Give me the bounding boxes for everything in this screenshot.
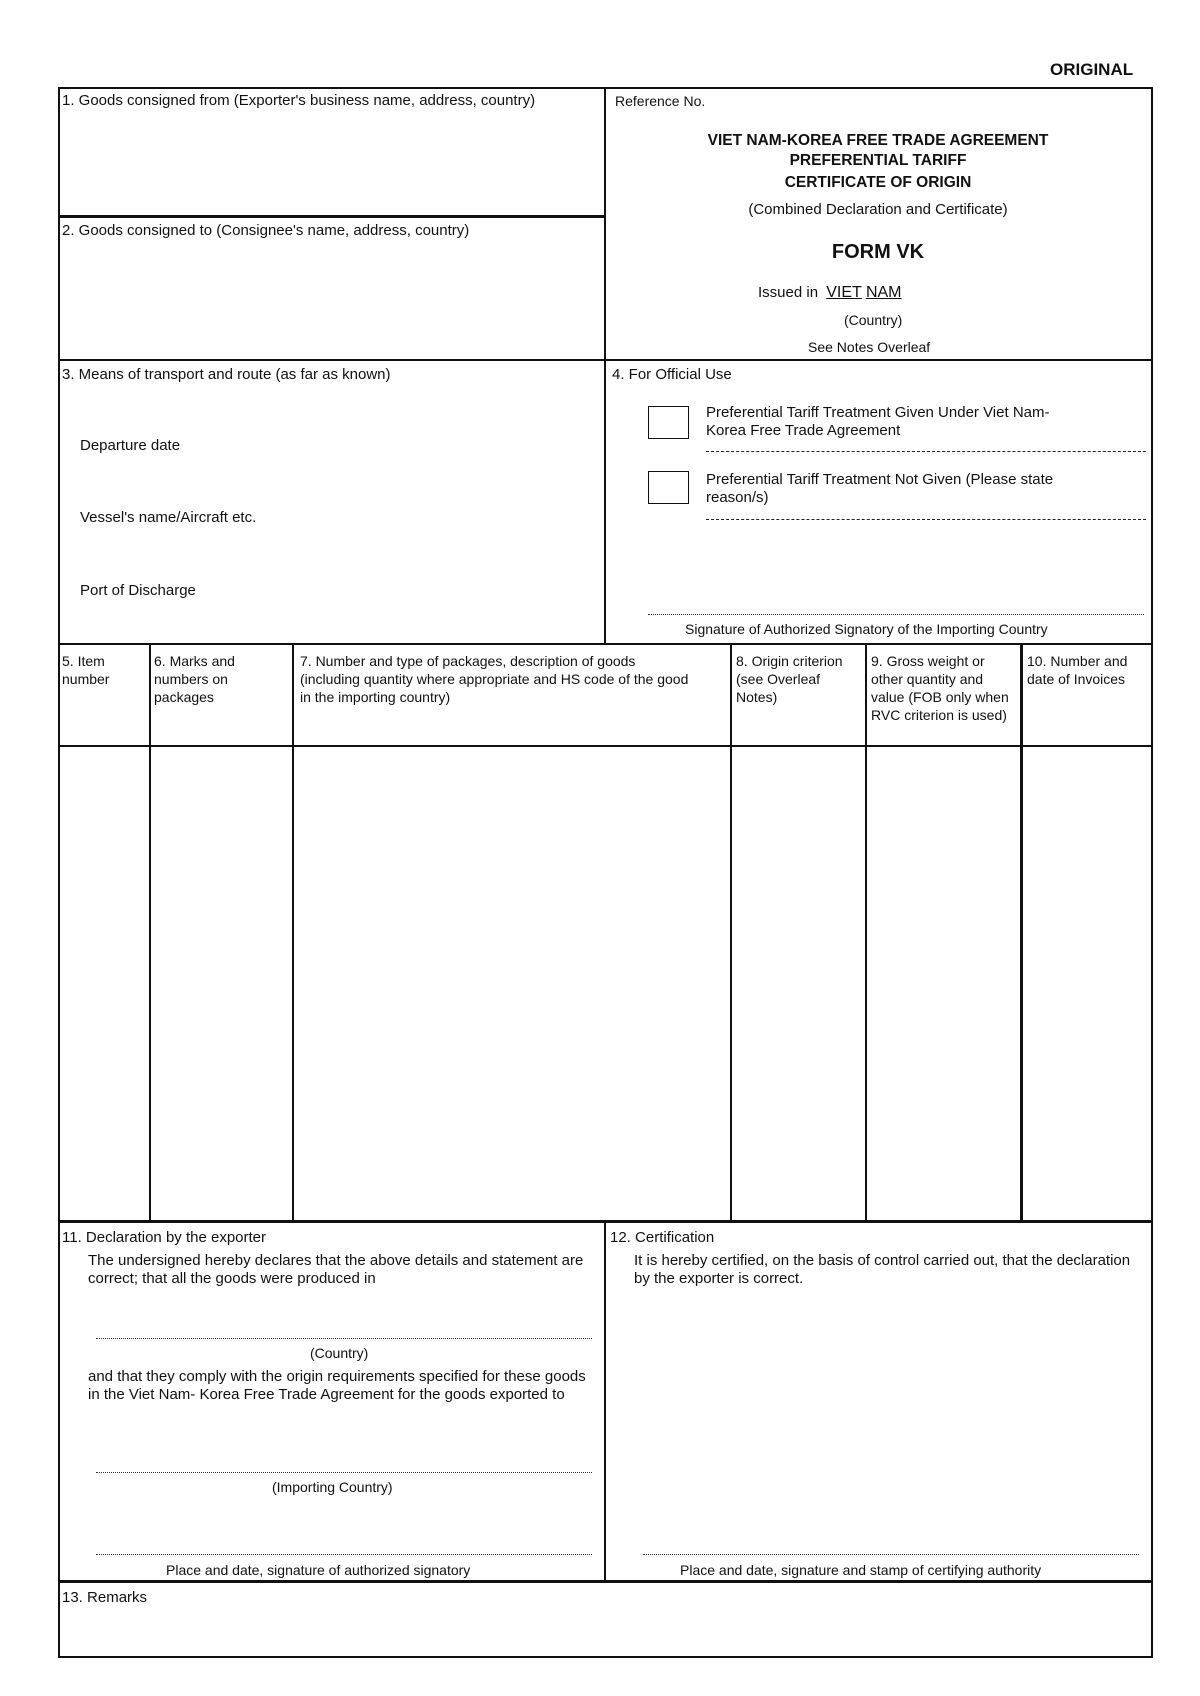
reference-number-field[interactable] (730, 92, 1140, 110)
exporter-field[interactable] (62, 130, 597, 210)
box2-label: 2. Goods consigned to (Consignee's name, address, country) (62, 222, 470, 239)
vessel-label: Vessel's name/Aircraft etc. (80, 509, 257, 526)
tariff-given-checkbox[interactable] (648, 406, 689, 439)
item-number-cell[interactable] (60, 747, 148, 1219)
origin-criterion-cell[interactable] (732, 747, 864, 1219)
consignee-field[interactable] (62, 245, 597, 353)
exporter-signature-caption: Place and date, signature of authorized signatory (166, 1562, 471, 1578)
tariff-not-given-label: Preferential Tariff Treatment Not Given (Please state reason/s) (706, 471, 1054, 506)
box12-label: 12. Certification (610, 1229, 715, 1246)
production-country-caption: (Country) (310, 1345, 369, 1361)
col-marks-numbers: 6. Marks and numbers on packages (154, 653, 235, 705)
title-line-3: CERTIFICATE OF ORIGIN (784, 174, 972, 191)
declaration-text-1: The undersigned hereby declares that the above details and statement are correct; that all the goods were produced in (88, 1252, 584, 1287)
declaration-text-2: and that they comply with the origin requirements specified for these goods in the Viet Nam- Korea Free Trade Agreement for the goods exported to (88, 1368, 586, 1403)
col-description: 7. Number and type of packages, description of goods (including quantity where appropriate and HS code of the good in the importing country) (300, 653, 689, 705)
gross-weight-cell[interactable] (867, 747, 1019, 1219)
authority-signature-caption: Place and date, signature and stamp of certifying authority (680, 1562, 1042, 1578)
invoices-cell[interactable] (1023, 747, 1150, 1219)
title-subtitle: (Combined Declaration and Certificate) (748, 201, 1008, 218)
tariff-given-label: Preferential Tariff Treatment Given Under Viet Nam-Korea Free Trade Agreement (706, 404, 1050, 439)
issued-in-label: Issued in (758, 284, 819, 301)
box3-label: 3. Means of transport and route (as far as known) (62, 366, 391, 383)
departure-date-field[interactable] (250, 437, 590, 455)
marks-numbers-cell[interactable] (151, 747, 291, 1219)
reference-label: Reference No. (615, 93, 706, 109)
remarks-field[interactable] (62, 1612, 1147, 1652)
issued-country-part2: NAM (865, 284, 902, 301)
see-notes-label: See Notes Overleaf (808, 339, 931, 355)
tariff-not-given-divider (706, 519, 1146, 520)
form-name: FORM VK (831, 241, 925, 263)
col-gross-weight: 9. Gross weight or other quantity and value (FOB only when RVC criterion is used) (871, 653, 1009, 723)
title-line-2: PREFERENTIAL TARIFF (789, 152, 967, 169)
exporter-signature-line[interactable] (96, 1554, 592, 1555)
importing-signature-caption: Signature of Authorized Signatory of the Importing Country (685, 621, 1048, 637)
box11-label: 11. Declaration by the exporter (62, 1229, 267, 1246)
box1-label: 1. Goods consigned from (Exporter's business name, address, country) (62, 92, 536, 109)
importing-signature-line[interactable] (648, 614, 1144, 615)
issued-in-line (758, 284, 902, 302)
production-country-line[interactable] (96, 1338, 592, 1339)
title-line-1: VIET NAM-KOREA FREE TRADE AGREEMENT (707, 132, 1049, 149)
vessel-field[interactable] (290, 509, 590, 527)
certification-text: It is hereby certified, on the basis of control carried out, that the declaration by the exporter is correct. (634, 1252, 1131, 1287)
issued-country-part1: VIET (826, 284, 862, 301)
tariff-not-given-checkbox[interactable] (648, 471, 689, 504)
col-invoices: 10. Number and date of Invoices (1027, 653, 1128, 687)
port-label: Port of Discharge (80, 582, 196, 599)
tariff-given-divider (706, 451, 1146, 452)
box4-label: 4. For Official Use (612, 366, 732, 383)
authority-signature-line[interactable] (643, 1554, 1139, 1555)
importing-country-line[interactable] (96, 1472, 592, 1473)
description-cell[interactable] (294, 747, 729, 1219)
box13-label: 13. Remarks (62, 1589, 148, 1606)
col-item-number: 5. Item number (62, 653, 110, 687)
departure-date-label: Departure date (80, 437, 181, 454)
importing-country-caption: (Importing Country) (272, 1479, 393, 1495)
country-caption: (Country) (844, 312, 903, 328)
port-field[interactable] (250, 582, 590, 600)
original-label: ORIGINAL (1050, 60, 1134, 79)
col-origin-criterion: 8. Origin criterion (see Overleaf Notes) (736, 653, 843, 705)
